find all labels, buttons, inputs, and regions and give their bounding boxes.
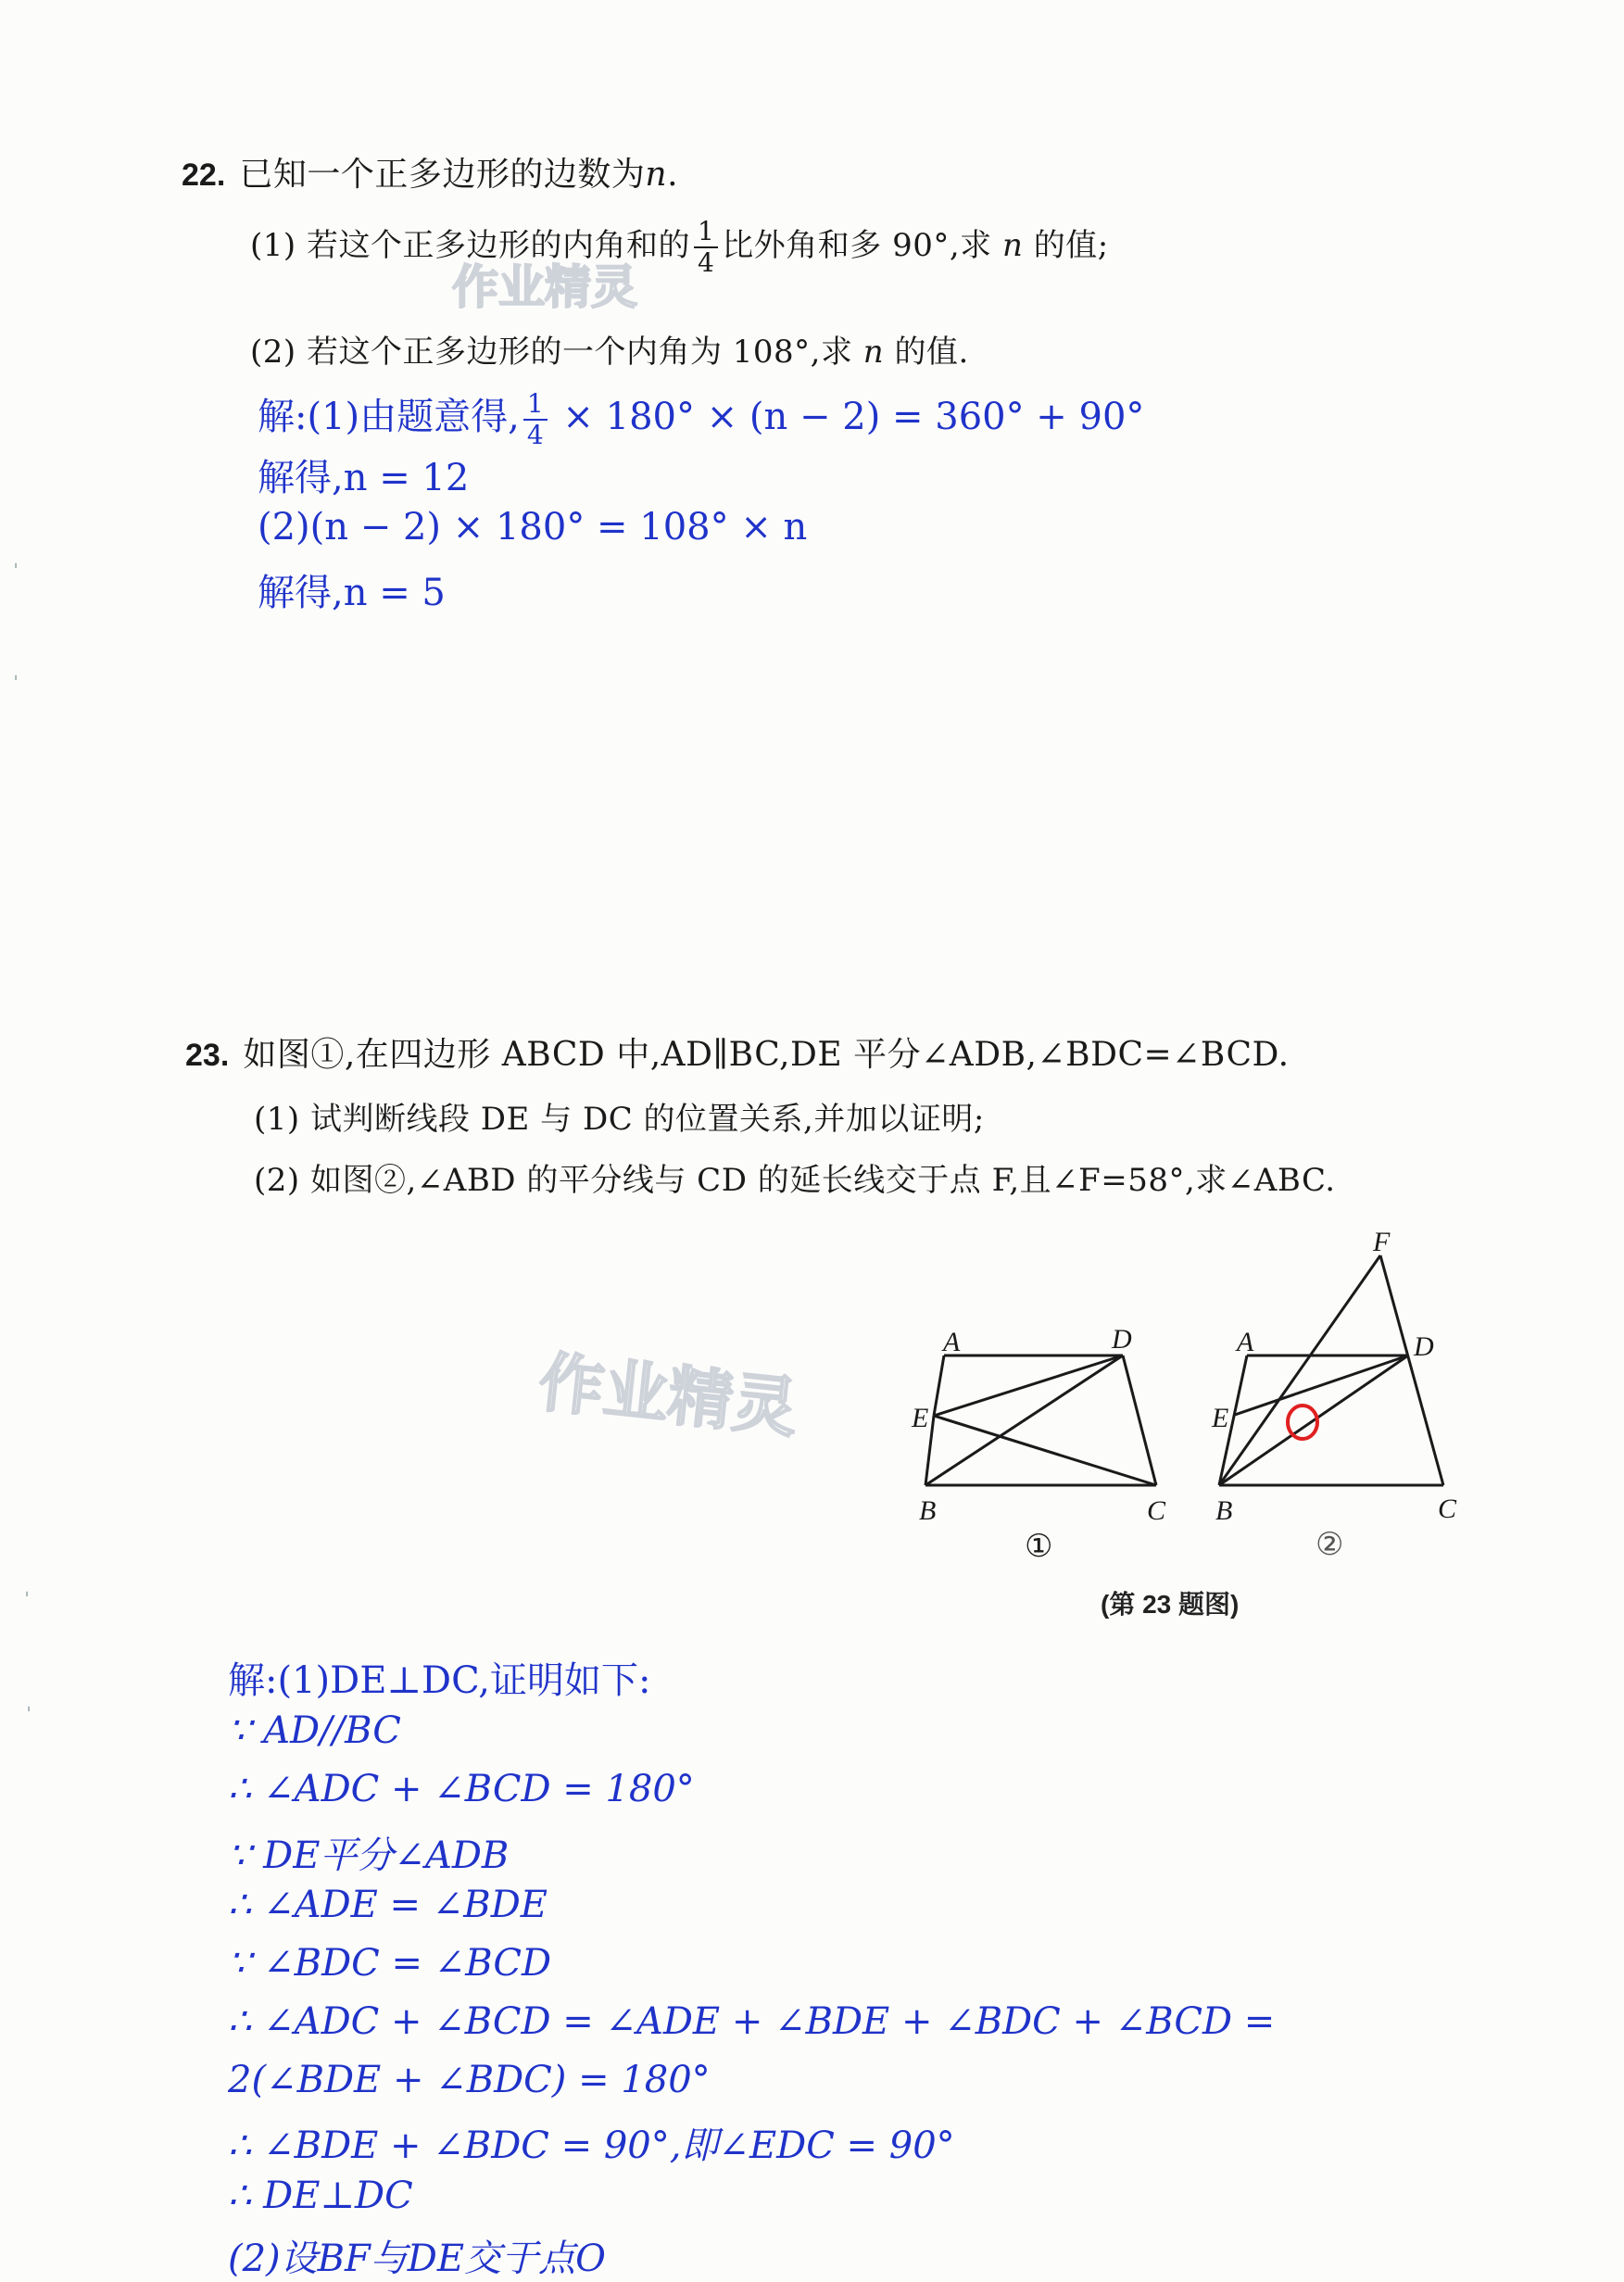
solution-23-line-5: ∴ ∠ADE = ∠BDE	[228, 1884, 548, 1926]
solution-23-line-11: (2)设BF与DE交于点O	[228, 2238, 606, 2280]
segment-EB	[925, 1416, 934, 1485]
label-D: D	[1414, 1331, 1434, 1362]
scan-mark: ˈ	[13, 674, 19, 697]
figure-1	[925, 1355, 1156, 1485]
segment-EC	[934, 1416, 1156, 1485]
segment-BF	[1219, 1255, 1380, 1485]
solution-23-line-8: 2(∠BDE + ∠BDC) = 180°	[228, 2059, 711, 2101]
question-stem: 如图①,在四边形 ABCD 中,AD∥BC,DE 平分∠ADB,∠BDC=∠BCD.	[243, 1036, 1290, 1074]
question-23	[185, 1028, 1290, 1076]
fraction: $\frac{1}{4}$	[694, 219, 718, 276]
segment-FC	[1380, 1255, 1443, 1485]
question-22	[182, 148, 678, 195]
solution-22-line-2: 解得,n = 12	[258, 457, 470, 499]
segment-ED	[1235, 1355, 1408, 1415]
label-C: C	[1438, 1494, 1457, 1524]
scan-mark: ˈ	[24, 1590, 31, 1613]
segment-DB	[925, 1355, 1123, 1485]
label-B: B	[1215, 1495, 1233, 1526]
solution-23-line-1: 解:(1)DE⊥DC,证明如下:	[228, 1659, 651, 1702]
label-E: E	[912, 1403, 929, 1433]
solution-22-line-3: (2)(n − 2) × 180° = 108° × n	[258, 506, 808, 548]
solution-22-line-4: 解得,n = 5	[258, 572, 446, 614]
solution-23-line-10: ∴ DE⊥DC	[228, 2175, 413, 2217]
watermark: 作业精灵	[452, 260, 637, 314]
figure-caption: (第 23 题图)	[1101, 1590, 1240, 1619]
solution-23-line-6: ∵ ∠BDC = ∠BCD	[228, 1942, 552, 1985]
scan-mark: ˈ	[13, 561, 19, 585]
question-23-part-1: (1) 试判断线段 DE 与 DC 的位置关系,并加以证明;	[254, 1101, 985, 1138]
label-F: F	[1373, 1227, 1391, 1257]
handwritten-circle-mark	[1288, 1406, 1317, 1439]
question-22-part-2: (2) 若这个正多边形的一个内角为 108°,求 n 的值.	[250, 334, 969, 371]
solution-23-line-7: ∴ ∠ADC + ∠BCD = ∠ADE + ∠BDE + ∠BDC + ∠BCD =	[228, 2000, 1276, 2043]
segment-DC	[1123, 1355, 1156, 1485]
segment-DE	[934, 1355, 1123, 1416]
solution-22-line-1: 解:(1)由题意得, $\frac{1}{4}$ × 180° × (n − 2) = 360° + 90°	[258, 388, 1145, 450]
segment-AB	[1219, 1355, 1247, 1485]
figure-2	[1219, 1255, 1443, 1485]
question-23-part-2: (2) 如图②,∠ABD 的平分线与 CD 的延长线交于点 F,且∠F=58°,求∠ABC.	[254, 1162, 1336, 1199]
segment-AE	[934, 1355, 944, 1416]
figure-1-caption: ①	[1025, 1530, 1053, 1564]
watermark: 作业精灵	[535, 1343, 801, 1447]
question-22-part-1: (1) 若这个正多边形的内角和的 $\frac{1}{4}$ 比外角和多 90°,求 n 的值;	[250, 216, 1109, 278]
label-D: D	[1112, 1324, 1132, 1355]
question-number: 22.	[182, 158, 226, 193]
label-A: A	[943, 1327, 961, 1357]
solution-23-line-2: ∵ AD//BC	[228, 1709, 401, 1752]
label-B: B	[919, 1495, 937, 1526]
label-C: C	[1147, 1495, 1166, 1526]
fraction: $\frac{1}{4}$	[523, 391, 548, 448]
solution-23-line-4: ∵ DE平分∠ADB	[228, 1834, 510, 1877]
segment-BD	[1219, 1355, 1408, 1485]
label-A: A	[1237, 1327, 1254, 1357]
solution-23-line-9: ∴ ∠BDE + ∠BDC = 90°,即∠EDC = 90°	[228, 2124, 955, 2167]
label-E: E	[1212, 1403, 1229, 1433]
figure-2-caption: ②	[1316, 1528, 1344, 1562]
question-stem: 已知一个正多边形的边数为n.	[239, 156, 679, 194]
solution-23-line-3: ∴ ∠ADC + ∠BCD = 180°	[228, 1768, 695, 1810]
scan-mark: ˈ	[26, 1705, 32, 1728]
question-number: 23.	[185, 1038, 230, 1073]
